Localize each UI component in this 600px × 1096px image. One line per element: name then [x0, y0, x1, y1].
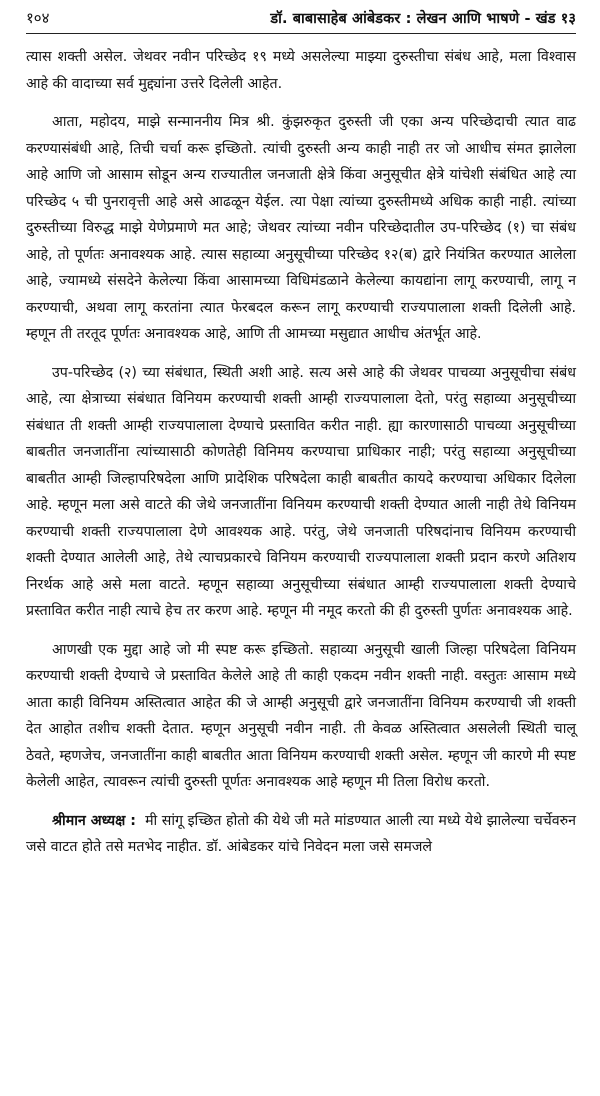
page-body: [26, 44, 576, 861]
paragraph-another-point: आणखी एक मुद्दा आहे जो मी स्पष्ट करू इच्छितो. सहाव्या अनुसूची खाली जिल्हा परिषदेला विनियम करण्याची शक्ती देण्याचे जे प्रस्तावित केलेले आहे ती काही एकदम नवीन शक्ती नाही. वस्तुतः आसाम मध्ये आता काही विनियम अस्तित्वात आहेत की जे आम्ही अनुसूची द्वारे जनजातींना विनियम करण्याची जी शक्ती देत आहोत तशीच शक्ती देतात. म्हणून अनुसूची नवीन नाही. ती केवळ अस्तित्वात असलेली स्थिती चालू ठेवते, म्हणजेच, जनजातींना काही बाबतीत आता विनियम करण्याची शक्ती असेल. म्हणून जी कारणे मी स्पष्ट केलेली आहेत, त्यावरून त्यांची दुरुस्ती पूर्णतः अनावश्यक आहे म्हणून मी तिला विरोध करतो.: [26, 641, 576, 790]
running-header: [26, 8, 576, 34]
chairman-remark-text: मी सांगू इच्छित होतो की येथे जी मते मांडण्यात आली त्या मध्ये येथे झालेल्या चर्चेवरुन जसे वाटत होते तसे मतभेद नाहीत. डॉ. आंबेडकर यांचे निवेदन मला जसे समजले: [26, 812, 576, 855]
paragraph-continuation: त्यास शक्ती असेल. जेथवर नवीन परिच्छेद १९ मध्ये असलेल्या माझ्या दुरुस्तीचा संबंध आहे, मला विश्वास आहे की वादाच्या सर्व मुद्द्यांना उत्तरे दिलेली आहेत.: [26, 49, 576, 92]
paragraph-sub-paragraph-2: उप-परिच्छेद (२) च्या संबंधात, स्थिती अशी आहे. सत्य असे आहे की जेथवर पाचव्या अनुसूचीचा संबंध आहे, त्या क्षेत्राच्या संबंधात विनियम करण्याची शक्ती आम्ही राज्यपालाला देतो, परंतु सहाव्या अनुसूचीच्या संबंधात ती शक्ती आम्ही राज्यपालाला देण्याचे प्रस्तावित करीत नाही. ह्या कारणासाठी पाचव्या अनुसूचीच्या बाबतीत जनजातींना त्यांच्यासाठी कोणतेही विनिमय करण्याचा प्राधिकार नाही; परंतु सहाव्या अनुसूचीच्या बाबतीत आम्ही जिल्हापरिषदेला आणि प्रादेशिक परिषदेला काही बाबतीत कायदे करण्याचा अधिकार दिलेला आहे. म्हणून मला असे वाटते की जेथे जनजातींना विनियम करण्याची शक्ती देण्यात आली नाही तेथे विनियम करण्याची शक्ती राज्यपालाला देणे आवश्यक आहे. परंतु, जेथे जनजाती परिषदांनाच विनियम करण्याची शक्ती देण्यात आलेली आहे, तेथे त्याचप्रकारचे विनियम करण्याची राज्यपालाला शक्ती प्रदान करणे अतिशय निरर्थक आहे असे मला वाटते. म्हणून सहाव्या अनुसूचीच्या संबंधात आम्ही राज्यपालाला शक्ती देण्याचे प्रस्तावित करीत नाही त्याचे हेच तर करण आहे. म्हणून मी नमूद करतो की ही दुरुस्ती पुर्णतः अनावश्यक आहे.: [26, 364, 576, 619]
paragraph-amendment-discussion: आता, महोदय, माझे सन्माननीय मित्र श्री. कुंझरुकृत दुरुस्ती जी एका अन्य परिच्छेदाची त्यात वाढ करण्यासंबंधी आहे, तिची चर्चा करू इच्छितो. त्यांची दुरुस्ती अन्य काही नाही तर जो आधीच संमत झालेला आहे आणि जो आसाम सोडून अन्य राज्यातील जनजाती क्षेत्रे किंवा अनुसूचीत क्षेत्रे यांचेशी संबंधित आहे त्या परिच्छेद ५ ची पुनरावृत्ती आहे असे आढळून येईल. त्या पेक्षा त्यांच्या दुरुस्तीमध्ये अधिक काही नाही. त्यांच्या दुरुस्तीच्या विरुद्ध माझे येणेप्रमाणे मत आहे; जेथवर त्यांच्या नवीन परिच्छेदातील उप-परिच्छेद (१) चा संबंध आहे, तो पूर्णतः अनावश्यक आहे. त्यास सहाव्या अनुसूचीच्या परिच्छेद १२(ब) द्वारे नियंत्रित करण्यात आलेला आहे, ज्यामध्ये संसदेने केलेल्या किंवा आसामच्या विधिमंडळाने केलेल्या कायद्यांना लागू करण्याची, लागू न करण्याची, अथवा लागू करतांना त्यात फेरबदल करून लागू करण्याची राज्यपालाला शक्ती दिलेली आहे. म्हणून ती तरतूद पूर्णतः अनावश्यक आहे, आणि ती आमच्या मसुद्यात आधीच अंतर्भूत आहे.: [26, 114, 576, 342]
book-title: डॉ. बाबासाहेब आंबेडकर : लेखन आणि भाषणे - खंड १३: [270, 11, 576, 27]
speaker-name: श्रीमान अध्यक्ष :: [52, 812, 136, 829]
paragraph-chairman-remark: [26, 808, 576, 861]
page-number: १०४: [26, 9, 50, 27]
